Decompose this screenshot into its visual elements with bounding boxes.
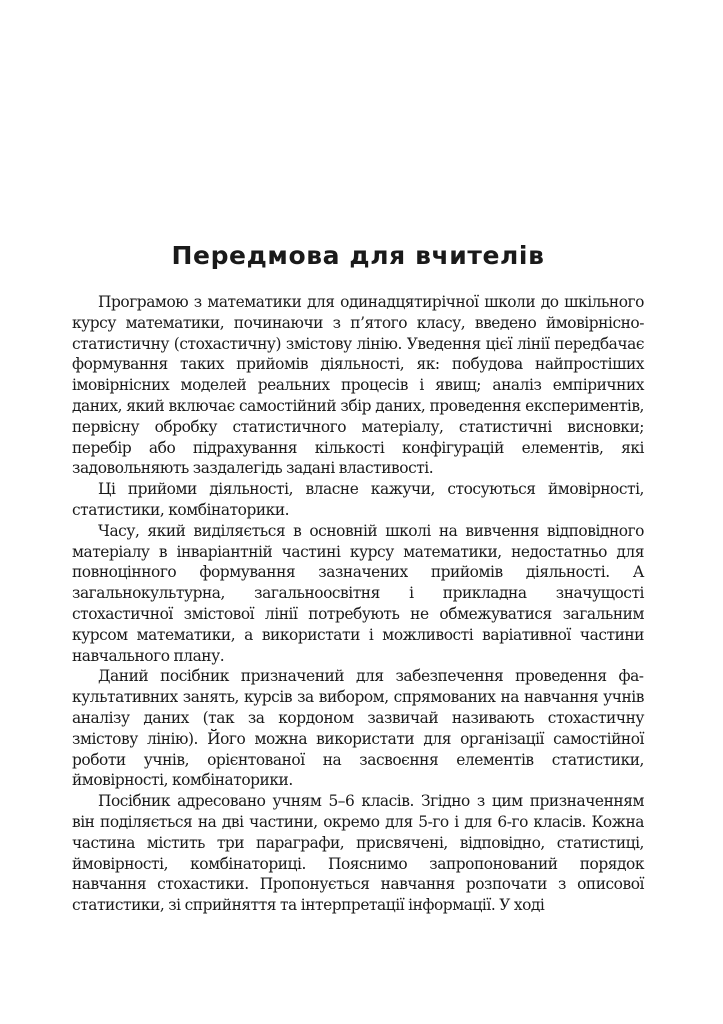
paragraph: Ці прийоми діяльності, власне кажучи, стосуються ймовірності, статистики, комбінаторики. [72,480,644,519]
paragraph: Даний посібник призначений для забезпечення проведення факультативних занять, курсів за вибором, спрямованих на навчання учнів аналізу даних (так за кордоном зазвичай називають стохастичну змістову лінію). Його можна використати для організації самостійної роботи учнів, орієнтованої на засвоєння елементів статистики, ймовірності, комбінаторики. [72,667,644,790]
paragraph: Програмою з математики для одинадцятирічної школи до шкільного курсу математики, починаючи з п’ятого класу, введено ймовірнісно-статистичну (стохастичну) змістову лінію. Уведення цієї лінії передбачає формування таких прийомів діяльності, як: побудова найпростіших імовірнісних моделей реальних процесів і явищ; аналіз емпіричних даних, який включає самостійний збір даних, проведення експериментів, первісну обробку статистичного матеріалу, статистичні висновки; перебір або підрахування кількості конфігурацій елементів, які задовольняють заздалегідь задані властивості. [72,293,644,478]
body-text [72,292,644,916]
paragraph: Посібник адресовано учням 5–6 класів. Згідно з цим призначенням він поділяється на дві частини, окремо для 5-го і для 6-го класів. Кожна частина містить три параграфи, присвячені, відповідно, статистиці, ймовірності, комбінаториці. Пояснимо запропонований порядок навчання стохастики. Пропонується навчання розпочати з описової статистики, зі сприйняття та інтерпретації інформації. У ході [72,792,644,915]
paragraph: Часу, який виділяється в основній школі на вивчення відповідного матеріалу в інваріантній частині курсу математики, недостатньо для повноцінного формування зазначених прийомів діяльності. А загальнокультурна, загальноосвітня і прикладна значущості стохастичної змістової лінії потребують не обмежуватися загальним курсом математики, а використати і можливості варіативної частини навчального плану. [72,521,644,665]
page-title: Передмова для вчителів [171,241,545,270]
